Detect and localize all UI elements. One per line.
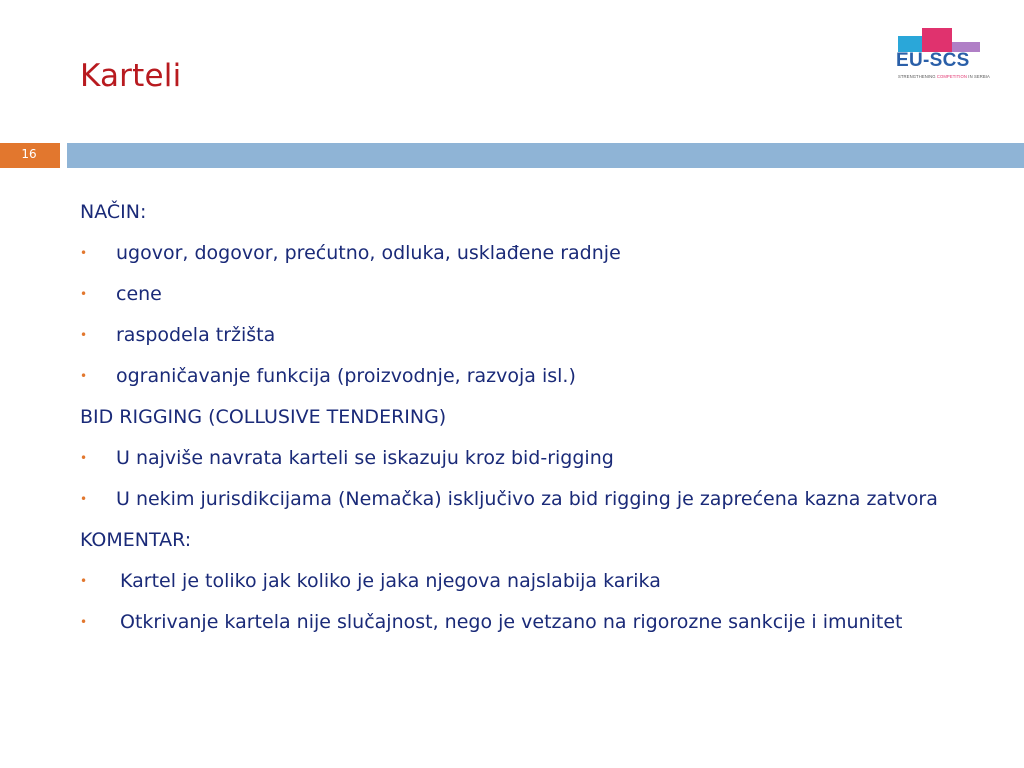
list-item [80,569,1000,593]
list-item-text: ograničavanje funkcija (proizvodnje, razvoja isl.) [116,365,576,387]
section-heading-nacin: NAČIN: [80,201,147,223]
eu-scs-logo [896,28,990,86]
list-item [80,241,1000,265]
bullet-icon: • [80,574,88,588]
slide-body [80,200,1000,651]
list-item [80,446,1000,470]
list-item [80,364,1000,388]
list-item [80,610,1000,634]
list-item-text: raspodela tržišta [116,324,276,346]
bullet-icon: • [80,492,88,506]
list-item-text: U nekim jurisdikcijama (Nemačka) isključivo za bid rigging je zaprećena kazna zatvora [116,488,938,510]
section-heading-bid-rigging: BID RIGGING (COLLUSIVE TENDERING) [80,406,447,428]
bullet-icon: • [80,369,88,383]
list-item-text: Otkrivanje kartela nije slučajnost, nego je vetzano na rigorozne sankcije i imunitet [120,611,903,633]
list-item [80,282,1000,306]
header-bar [67,143,1024,168]
list-item-text: cene [116,283,162,305]
slide-number: 16 [21,147,37,161]
logo-tagline-part1: STRENGTHENING [898,74,937,79]
logo-tagline [898,74,990,79]
list-item [80,487,1000,511]
slide-title: Karteli [80,58,182,94]
bullet-icon: • [80,287,88,301]
logo-text: EU-SCS [896,50,970,71]
list-item-text: ugovor, dogovor, prećutno, odluka, usklađene radnje [116,242,621,264]
list-item-text: Kartel je toliko jak koliko je jaka njegova najslabija karika [120,570,661,592]
section-heading-komentar: KOMENTAR: [80,529,192,551]
list-item [80,323,1000,347]
bullet-icon: • [80,615,88,629]
logo-block-pink [922,28,952,52]
bullet-icon: • [80,451,88,465]
logo-tagline-accent: COMPETITION [936,74,968,79]
bullet-icon: • [80,246,88,260]
list-item-text: U najviše navrata karteli se iskazuju kroz bid-rigging [116,447,614,469]
logo-tagline-part2: IN SERBIA [967,74,990,79]
bullet-icon: • [80,328,88,342]
